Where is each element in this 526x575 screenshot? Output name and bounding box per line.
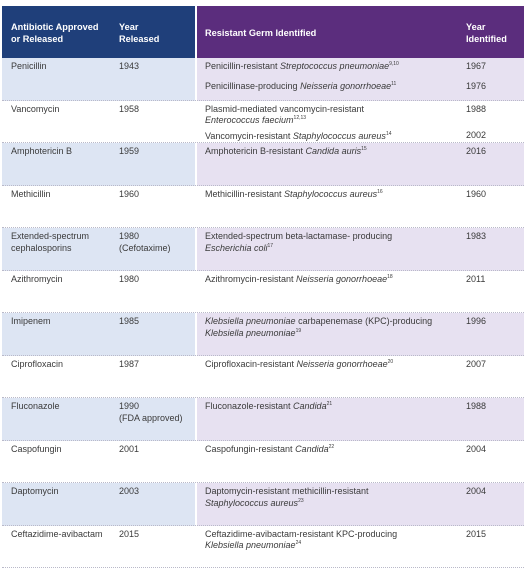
table-row	[2, 398, 524, 441]
antibiotic-name: Imipenem	[11, 316, 51, 326]
table-row	[2, 483, 524, 526]
table-body	[2, 58, 524, 568]
antibiotic-name: Amphotericin B	[11, 146, 73, 156]
year-identified: 2015	[466, 528, 487, 539]
year-released: 2015	[119, 528, 140, 539]
antibiotic-name: Azithromycin	[11, 273, 63, 284]
table-header	[2, 6, 524, 58]
year-released: 1958	[119, 103, 140, 114]
antibiotic-name: Fluconazole	[11, 401, 60, 411]
resistant-germ: Azithromycin-resistant Neisseria gonorrhoeae$^{18}$	[205, 273, 393, 284]
year-released: 1960	[119, 188, 140, 199]
year-released: 1980	[119, 273, 140, 284]
year-released: 1943	[119, 61, 140, 71]
year-released: 1980 (Cefotaxime)	[119, 231, 171, 253]
antibiotic-name: Daptomycin	[11, 486, 59, 496]
antibiotic-name: Vancomycin	[11, 103, 60, 114]
year-identified: 2004	[466, 443, 487, 454]
resistant-germ: Penicillin-resistant Streptococcus pneumoniae$^{9,10}$ Penicillinase-producing Neisseria gonorrhoeae$^{11}$	[205, 61, 399, 91]
table-row	[2, 313, 524, 356]
year-identified: 1967 1976	[466, 61, 487, 91]
year-released: 1985	[119, 316, 140, 326]
resistant-germ: Ceftazidime-avibactam-resistant KPC-producing Klebsiella pneumoniae$^{24}$	[205, 528, 398, 550]
year-identified: 1988 2002	[466, 103, 487, 140]
year-released: 2001	[119, 443, 140, 454]
table-row	[2, 143, 524, 186]
year-identified: 2007	[466, 358, 487, 369]
table-row	[2, 271, 524, 314]
header-antibiotic: Antibiotic Approved or Released	[11, 22, 99, 44]
antibiotic-name: Methicillin	[11, 188, 51, 199]
year-identified: 1960	[466, 188, 487, 199]
year-released: 1959	[119, 146, 140, 156]
resistant-germ: Amphotericin B-resistant Candida auris$^{15}$	[205, 146, 367, 156]
year-identified: 1996	[466, 316, 487, 326]
resistant-germ: Klebsiella pneumoniae carbapenemase (KPC)-producing Klebsiella pneumoniae$^{19}$	[205, 316, 433, 338]
table-row	[2, 58, 524, 101]
table-row	[2, 526, 524, 569]
antibiotic-name: Ciprofloxacin	[11, 358, 64, 369]
year-released: 1990 (FDA approved)	[119, 401, 183, 423]
resistant-germ: Plasmid-mediated vancomycin-resistant Enterococcus faecium$^{12,13}$ Vancomycin-resistant Staphylococcus aureus$^{14}$	[205, 103, 392, 141]
antibiotic-name: Caspofungin	[11, 443, 62, 454]
resistant-germ: Fluconazole-resistant Candida$^{21}$	[205, 401, 333, 411]
resistant-germ: Methicillin-resistant Staphylococcus aureus$^{16}$	[205, 188, 383, 199]
table-row	[2, 228, 524, 271]
table-row	[2, 101, 524, 144]
resistant-germ: Caspofungin-resistant Candida$^{22}$	[205, 443, 335, 454]
header-year-identified: Year Identified	[466, 22, 507, 44]
year-identified: 2004	[466, 486, 487, 496]
table-row	[2, 441, 524, 484]
antibiotic-name: Penicillin	[11, 61, 47, 71]
year-identified: 2011	[466, 273, 486, 284]
resistant-germ: Extended-spectrum beta-lactamase- producing Escherichia coli$^{17}$	[205, 231, 393, 253]
antibiotic-name: Ceftazidime-avibactam	[11, 528, 103, 539]
antibiotic-name: Extended-spectrum cephalosporins	[11, 231, 90, 253]
year-identified: 2016	[466, 146, 487, 156]
year-identified: 1983	[466, 231, 487, 241]
year-released: 2003	[119, 486, 140, 496]
header-year-released: Year Released	[119, 22, 160, 44]
resistant-germ: Daptomycin-resistant methicillin-resistant Staphylococcus aureus$^{23}$	[205, 486, 369, 508]
year-identified: 1988	[466, 401, 487, 411]
table-row	[2, 356, 524, 399]
header-resistant-germ: Resistant Germ Identified	[205, 28, 317, 38]
year-released: 1987	[119, 358, 140, 369]
table-row	[2, 186, 524, 229]
resistant-germ: Ciprofloxacin-resistant Neisseria gonorrhoeae$^{20}$	[205, 358, 394, 369]
